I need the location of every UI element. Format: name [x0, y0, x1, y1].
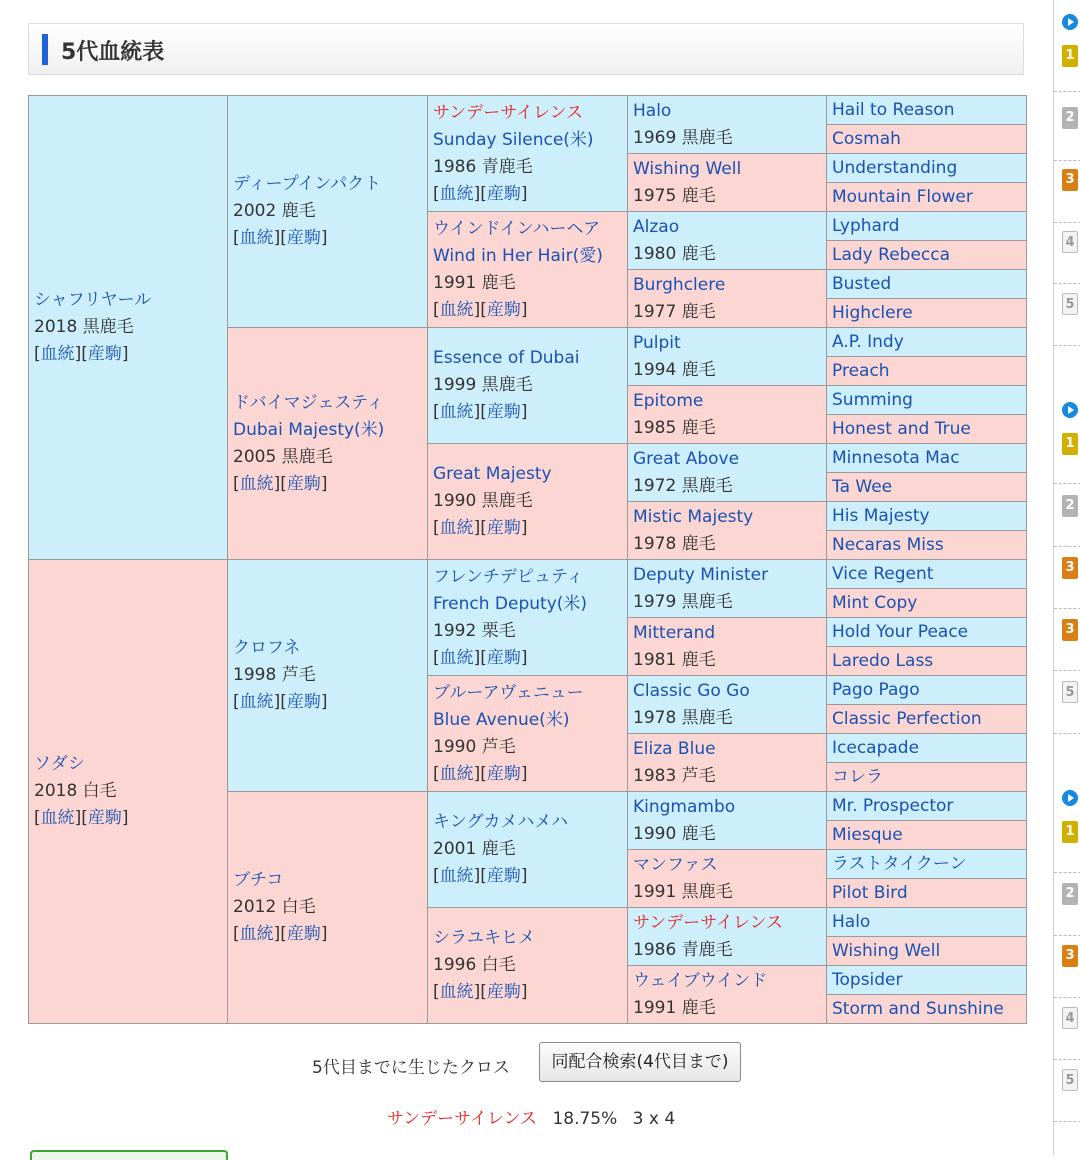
horse-name-link[interactable]: ドバイマジェスティ	[233, 392, 384, 413]
gen4-cell	[628, 792, 827, 850]
horse-name-link[interactable]: Pilot Bird	[832, 882, 908, 903]
gen5-cell	[827, 589, 1027, 618]
gen5-cell	[827, 357, 1027, 386]
sidebar-divider	[1054, 483, 1080, 484]
horse-name-link[interactable]: ウインドインハーヘア	[433, 218, 600, 239]
horse-name-link[interactable]: サンデーサイレンス	[433, 102, 584, 123]
horse-info: 2002 鹿毛	[233, 201, 316, 221]
gen5-cell	[827, 531, 1027, 560]
horse-name-link[interactable]: シャフリヤール	[34, 290, 152, 310]
rank-badge: 1	[1062, 45, 1078, 67]
pedigree-link[interactable]: 血統	[40, 808, 75, 828]
rank-badge: 2	[1062, 495, 1078, 517]
horse-name-link[interactable]: Hail to Reason	[832, 99, 955, 120]
horse-links: [血統][産駒]	[233, 228, 328, 248]
progeny-link[interactable]: 産駒	[486, 763, 521, 784]
progeny-link[interactable]: 産駒	[286, 924, 321, 944]
pedigree-link[interactable]: 血統	[439, 402, 474, 422]
rank-badge: 3	[1062, 557, 1078, 579]
horse-info: 1991 鹿毛	[433, 272, 516, 293]
horse-name-link[interactable]: His Majesty	[832, 505, 930, 526]
horse-info: 1992 栗毛	[433, 620, 516, 641]
sidebar-divider	[1054, 222, 1080, 223]
cross-label: 5代目までに生じたクロス	[312, 1058, 510, 1078]
horse-info: 2012 白毛	[233, 897, 316, 917]
sidebar-divider	[1054, 91, 1080, 92]
rank-badge: 2	[1062, 107, 1078, 129]
horse-name-en-link[interactable]: Sunday Silence(米)	[433, 129, 594, 150]
horse-links: [血統][産駒]	[233, 692, 328, 712]
pedigree-link[interactable]: 血統	[40, 344, 75, 364]
cross-result	[387, 1104, 675, 1129]
pedigree-link[interactable]: 血統	[239, 692, 274, 712]
horse-name-link[interactable]: サンデーサイレンス	[633, 912, 784, 933]
horse-name-link[interactable]: Deputy Minister	[633, 564, 769, 585]
horse-name-link[interactable]: フレンチデピュティ	[433, 566, 584, 587]
rank-badge: 2	[1062, 883, 1078, 905]
gen4-cell	[628, 560, 827, 618]
pedigree-link[interactable]: 血統	[439, 763, 474, 784]
section-header	[28, 23, 1024, 75]
progeny-link[interactable]: 産駒	[286, 473, 321, 494]
gen5-cell	[827, 386, 1027, 415]
horse-name-link[interactable]: Vice Regent	[832, 563, 934, 584]
gen5-cell	[827, 560, 1027, 589]
horse-links: [血統][産駒]	[34, 344, 129, 364]
horse-name-link[interactable]: Alzao	[633, 216, 680, 237]
header-accent-bar	[42, 34, 48, 65]
pedigree-link[interactable]: 血統	[439, 183, 474, 204]
horse-links: [血統][産駒]	[433, 402, 528, 422]
progeny-link[interactable]: 産駒	[87, 808, 122, 828]
gen4-cell	[628, 966, 827, 1024]
horse-name-link[interactable]: Hold Your Peace	[832, 621, 969, 642]
gen4-cell	[628, 734, 827, 792]
horse-name-link[interactable]: Classic Go Go	[633, 680, 750, 701]
gen4-cell	[628, 676, 827, 734]
horse-info: 1977 鹿毛	[633, 301, 716, 322]
horse-name-link[interactable]: Preach	[832, 360, 890, 381]
horse-links: [血統][産駒]	[433, 982, 528, 1002]
sidebar-divider	[1054, 608, 1080, 609]
horse-name-en-link[interactable]: French Deputy(米)	[433, 593, 588, 614]
gen5-cell	[827, 734, 1027, 763]
green-button-edge[interactable]	[30, 1150, 228, 1160]
gen5-cell	[827, 125, 1027, 154]
horse-name-link[interactable]: Ta Wee	[832, 476, 893, 497]
horse-name-link[interactable]: Wishing Well	[633, 158, 742, 179]
gen5-cell	[827, 328, 1027, 357]
horse-name-link[interactable]: Mint Copy	[832, 592, 918, 613]
gen5-cell	[827, 937, 1027, 966]
horse-name-link[interactable]: Mr. Prospector	[832, 795, 954, 816]
gen5-cell	[827, 705, 1027, 734]
gen5-cell	[827, 473, 1027, 502]
gen4-cell	[628, 154, 827, 212]
gen2-cell	[228, 560, 428, 792]
gen5-cell	[827, 241, 1027, 270]
horse-name-link[interactable]: ブチコ	[233, 870, 284, 890]
horse-info: 2005 黒鹿毛	[233, 446, 333, 467]
horse-name-link[interactable]: Topsider	[832, 969, 903, 990]
horse-name-link[interactable]: Wishing Well	[832, 940, 941, 961]
rank-badge: 4	[1062, 231, 1078, 253]
progeny-link[interactable]: 産駒	[486, 299, 521, 320]
cross-percent: 18.75%	[552, 1109, 618, 1129]
horse-name-link[interactable]: ウェイブウインド	[633, 970, 768, 991]
horse-info: 1990 芦毛	[433, 736, 516, 757]
rank-badge: 5	[1062, 1069, 1078, 1091]
horse-name-link[interactable]: Icecapade	[832, 737, 920, 758]
horse-info: 2018 黒鹿毛	[34, 317, 134, 337]
rank-badge: 1	[1062, 821, 1078, 843]
progeny-link[interactable]: 産駒	[87, 344, 122, 364]
gen4-cell	[628, 502, 827, 560]
gen5-cell	[827, 270, 1027, 299]
horse-info: 1990 黒鹿毛	[433, 491, 533, 511]
horse-links: [血統][産駒]	[433, 647, 528, 668]
sidebar-divider	[1054, 872, 1080, 873]
gen5-cell	[827, 995, 1027, 1024]
sidebar-divider	[1054, 546, 1080, 547]
gen4-cell	[628, 328, 827, 386]
sidebar-divider	[1054, 997, 1080, 998]
gen4-cell	[628, 618, 827, 676]
gen5-cell	[827, 415, 1027, 444]
pedigree-link[interactable]: 血統	[439, 866, 474, 886]
play-icon[interactable]	[1062, 402, 1078, 418]
sidebar-divider	[1054, 283, 1080, 284]
horse-info: 2018 白毛	[34, 781, 117, 801]
gen4-cell	[628, 444, 827, 502]
gen5-cell	[827, 966, 1027, 995]
pedigree-link[interactable]: 血統	[439, 518, 474, 538]
horse-links: [血統][産駒]	[433, 299, 528, 320]
horse-info: 1994 鹿毛	[633, 359, 716, 380]
horse-info: 1985 鹿毛	[633, 417, 716, 438]
progeny-link[interactable]: 産駒	[486, 866, 521, 886]
horse-name-link[interactable]: Storm and Sunshine	[832, 998, 1004, 1019]
pedigree-link[interactable]: 血統	[439, 299, 474, 320]
horse-links: [血統][産駒]	[433, 518, 528, 538]
pedigree-link[interactable]: 血統	[439, 647, 474, 668]
horse-name-link[interactable]: Essence of Dubai	[433, 348, 580, 368]
horse-name-link[interactable]: ソダシ	[34, 754, 85, 774]
pedigree-link[interactable]: 血統	[239, 473, 274, 494]
horse-name-link[interactable]: Mitterand	[633, 622, 716, 643]
gen5-cell	[827, 850, 1027, 879]
horse-name-link[interactable]: Summing	[832, 389, 913, 410]
horse-name-link[interactable]: Cosmah	[832, 128, 901, 149]
horse-name-link[interactable]: Classic Perfection	[832, 708, 982, 729]
pedigree-link[interactable]: 血統	[239, 228, 274, 248]
horse-info: 1990 鹿毛	[633, 823, 716, 844]
gen3-cell	[428, 792, 628, 908]
gen3-cell	[428, 560, 628, 676]
horse-info: 1999 黒鹿毛	[433, 375, 533, 395]
rank-badge: 3	[1062, 945, 1078, 967]
rank-badge: 5	[1062, 681, 1078, 703]
gen4-cell	[628, 908, 827, 966]
horse-name-link[interactable]: Mistic Majesty	[633, 506, 754, 527]
sidebar-divider	[1054, 345, 1080, 346]
gen5-cell	[827, 96, 1027, 125]
horse-name-link[interactable]: Epitome	[633, 390, 704, 411]
horse-name-link[interactable]: Great Above	[633, 448, 740, 469]
cross-horse-link[interactable]: サンデーサイレンス	[387, 1109, 538, 1129]
rank-badge: 1	[1062, 433, 1078, 455]
gen5-cell	[827, 299, 1027, 328]
horse-name-link[interactable]: Lady Rebecca	[832, 244, 951, 265]
gen5-cell	[827, 792, 1027, 821]
horse-name-link[interactable]: Pulpit	[633, 332, 681, 353]
horse-name-link[interactable]: Miesque	[832, 824, 903, 845]
horse-name-link[interactable]: Eliza Blue	[633, 738, 716, 759]
gen5-cell	[827, 444, 1027, 473]
gen2-cell	[228, 328, 428, 560]
gen4-cell	[628, 212, 827, 270]
horse-info: 1981 鹿毛	[633, 649, 716, 670]
sidebar-divider	[1054, 670, 1080, 671]
gen5-cell	[827, 879, 1027, 908]
gen5-cell	[827, 908, 1027, 937]
sidebar-divider	[1054, 1059, 1080, 1060]
horse-name-link[interactable]: クロフネ	[233, 638, 301, 658]
gen5-cell	[827, 676, 1027, 705]
gen3-cell	[428, 444, 628, 560]
horse-info: 1980 鹿毛	[633, 243, 716, 264]
gen5-cell	[827, 647, 1027, 676]
gen5-cell	[827, 212, 1027, 241]
horse-name-link[interactable]: シラユキヒメ	[433, 928, 535, 948]
horse-name-link[interactable]: Halo	[633, 100, 672, 121]
horse-links: [血統][産駒]	[433, 866, 528, 886]
pedigree-row	[29, 96, 1027, 125]
pedigree-link[interactable]: 血統	[239, 924, 274, 944]
gen3-cell	[428, 676, 628, 792]
gen4-cell	[628, 850, 827, 908]
horse-info: 1978 鹿毛	[633, 533, 716, 554]
pedigree-link[interactable]: 血統	[439, 982, 474, 1002]
horse-name-link[interactable]: Honest and True	[832, 418, 971, 439]
dam-cell	[29, 560, 228, 1024]
gen3-cell	[428, 212, 628, 328]
horse-name-link[interactable]: コレラ	[832, 766, 883, 787]
horse-info: 1991 鹿毛	[633, 997, 716, 1018]
gen5-cell	[827, 502, 1027, 531]
sire-cell	[29, 96, 228, 560]
play-icon[interactable]	[1062, 14, 1078, 30]
horse-name-link[interactable]: Pago Pago	[832, 679, 920, 700]
horse-name-link[interactable]: ディープインパクト	[233, 174, 382, 194]
horse-info: 1998 芦毛	[233, 665, 316, 685]
gen2-cell	[228, 96, 428, 328]
horse-name-link[interactable]: Necaras Miss	[832, 534, 944, 555]
horse-links: [血統][産駒]	[34, 808, 129, 828]
horse-links: [血統][産駒]	[233, 473, 328, 494]
horse-links: [血統][産駒]	[233, 924, 328, 944]
same-mating-search-button[interactable]: 同配合検索(4代目まで)	[539, 1042, 741, 1082]
progeny-link[interactable]: 産駒	[286, 692, 321, 712]
gen3-cell	[428, 328, 628, 444]
horse-info: 1986 青鹿毛	[433, 156, 533, 177]
horse-name-link[interactable]: ラストタイクーン	[832, 853, 967, 874]
horse-name-en-link[interactable]: Wind in Her Hair(愛)	[433, 245, 603, 266]
horse-info: 1972 黒鹿毛	[633, 475, 733, 496]
gen3-cell	[428, 96, 628, 212]
horse-info: 1983 芦毛	[633, 765, 716, 786]
horse-info: 1978 黒鹿毛	[633, 707, 733, 728]
progeny-link[interactable]: 産駒	[486, 647, 521, 668]
horse-name-link[interactable]: Understanding	[832, 157, 958, 178]
rank-badge: 4	[1062, 1007, 1078, 1029]
horse-info: 2001 鹿毛	[433, 839, 516, 859]
gen5-cell	[827, 183, 1027, 212]
horse-info: 1975 鹿毛	[633, 185, 716, 206]
progeny-link[interactable]: 産駒	[486, 982, 521, 1002]
horse-links: [血統][産駒]	[433, 763, 528, 784]
horse-info: 1991 黒鹿毛	[633, 881, 733, 902]
progeny-link[interactable]: 産駒	[486, 183, 521, 204]
progeny-link[interactable]: 産駒	[286, 228, 321, 248]
cross-generations: 3 x 4	[632, 1109, 676, 1129]
sidebar-divider	[1054, 733, 1080, 734]
horse-name-link[interactable]: Busted	[832, 273, 892, 294]
gen5-cell	[827, 618, 1027, 647]
section-title: 5代血統表	[61, 40, 165, 65]
horse-info: 1986 青鹿毛	[633, 939, 733, 960]
gen4-cell	[628, 386, 827, 444]
horse-name-link[interactable]: Great Majesty	[433, 464, 552, 484]
gen2-cell	[228, 792, 428, 1024]
horse-name-link[interactable]: マンファス	[633, 854, 718, 875]
horse-name-link[interactable]: Highclere	[832, 302, 913, 323]
pedigree-table	[28, 95, 1027, 1024]
horse-name-en-link[interactable]: Blue Avenue(米)	[433, 709, 570, 730]
horse-name-link[interactable]: キングカメハメハ	[433, 812, 569, 832]
gen5-cell	[827, 821, 1027, 850]
progeny-link[interactable]: 産駒	[486, 402, 521, 422]
gen4-cell	[628, 96, 827, 154]
horse-name-en-link[interactable]: Dubai Majesty(米)	[233, 419, 385, 440]
horse-name-link[interactable]: Minnesota Mac	[832, 447, 960, 468]
horse-name-link[interactable]: Kingmambo	[633, 796, 736, 817]
horse-name-link[interactable]: Mountain Flower	[832, 186, 973, 207]
rank-badge: 5	[1062, 293, 1078, 315]
gen3-cell	[428, 908, 628, 1024]
horse-name-link[interactable]: A.P. Indy	[832, 331, 904, 352]
right-sidebar	[1053, 0, 1080, 1155]
rank-badge: 3	[1062, 169, 1078, 191]
horse-name-link[interactable]: Burghclere	[633, 274, 726, 295]
pedigree-row	[29, 560, 1027, 589]
horse-name-link[interactable]: Lyphard	[832, 215, 900, 236]
horse-name-link[interactable]: Halo	[832, 911, 871, 932]
horse-info: 1996 白毛	[433, 955, 516, 975]
horse-links: [血統][産駒]	[433, 183, 528, 204]
gen5-cell	[827, 763, 1027, 792]
horse-name-link[interactable]: Laredo Lass	[832, 650, 934, 671]
gen5-cell	[827, 154, 1027, 183]
horse-info: 1969 黒鹿毛	[633, 127, 733, 148]
sidebar-divider	[1054, 160, 1080, 161]
sidebar-divider	[1054, 1121, 1080, 1122]
gen4-cell	[628, 270, 827, 328]
rank-badge: 3	[1062, 619, 1078, 641]
sidebar-divider	[1054, 935, 1080, 936]
horse-info: 1979 黒鹿毛	[633, 591, 733, 612]
progeny-link[interactable]: 産駒	[486, 518, 521, 538]
horse-name-link[interactable]: ブルーアヴェニュー	[433, 682, 584, 703]
play-icon[interactable]	[1062, 790, 1078, 806]
